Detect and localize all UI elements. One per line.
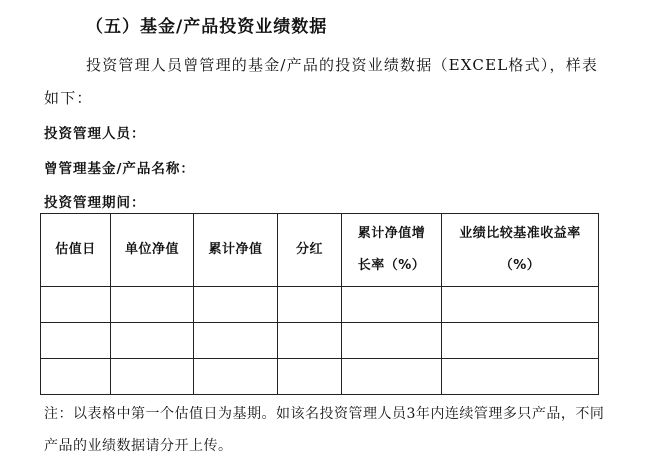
section-heading: （五）基金/产品投资业绩数据 [86,17,328,37]
table-cell [442,323,599,359]
table-row [41,287,599,323]
table-cell [111,359,194,395]
table-cell [442,287,599,323]
header-dividend: 分红 [278,214,342,287]
table-row [41,323,599,359]
table-cell [342,287,442,323]
table-cell [194,323,278,359]
table-cell [111,323,194,359]
period-label: 投资管理期间： [44,195,146,211]
table-cell [41,323,111,359]
performance-table [40,213,599,395]
table-cell [194,359,278,395]
footnote: 注：以表格中第一个估值日为基期。如该名投资管理人员3年内连续管理多只产品，不同产品的业绩数据请分开上传。 [44,406,605,454]
header-unit-nav: 单位净值 [111,214,194,287]
table-cell [111,287,194,323]
header-cumulative-growth: 累计净值增长率（%） [342,214,442,287]
table-cell [278,287,342,323]
table-cell [442,359,599,395]
table-cell [342,359,442,395]
table-cell [278,323,342,359]
table-cell [41,287,111,323]
manager-label: 投资管理人员： [44,126,146,142]
fund-name-label: 曾管理基金/产品名称： [44,161,195,177]
header-benchmark-return: 业绩比较基准收益率（%） [442,214,599,287]
header-valuation-date: 估值日 [41,214,111,287]
table-cell [194,287,278,323]
table-cell [342,323,442,359]
table-cell [41,359,111,395]
table-header-row [41,214,599,287]
intro-paragraph: 投资管理人员曾管理的基金/产品的投资业绩数据（EXCEL格式），样表如下： [44,56,599,107]
table-row [41,359,599,395]
header-cumulative-nav: 累计净值 [194,214,278,287]
table-cell [278,359,342,395]
